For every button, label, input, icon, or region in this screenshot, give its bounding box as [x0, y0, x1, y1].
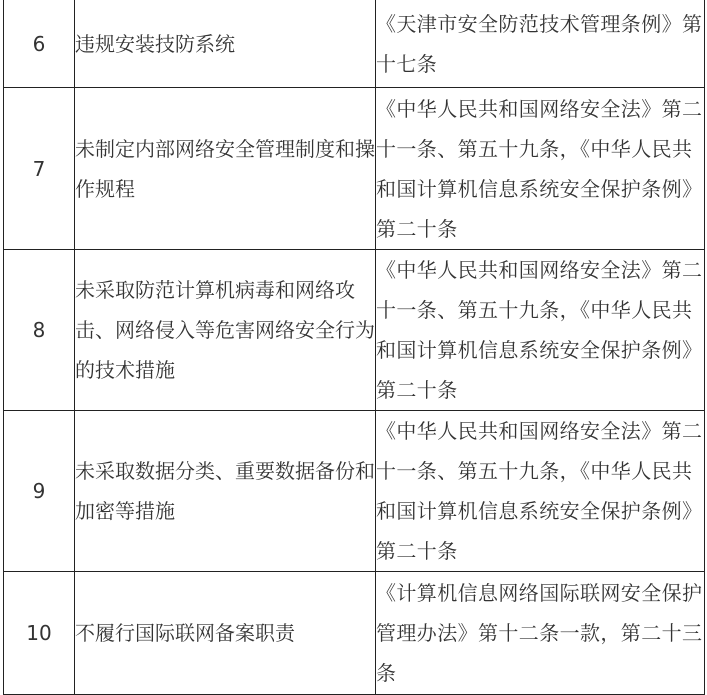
row-number: 10	[4, 572, 75, 695]
legal-basis-text	[376, 411, 705, 572]
regulations-table	[3, 0, 705, 695]
violation-text: 违规安装技防系统	[75, 0, 376, 88]
legal-basis-content: 《中华人民共和国网络安全法》第二十一条、第五十九条，《中华人民共和国计算机信息系统安全保护条例》第二十条	[376, 258, 703, 402]
violation-text: 不履行国际联网备案职责	[75, 572, 376, 695]
row-number: 6	[4, 0, 75, 88]
violation-text: 未制定内部网络安全管理制度和操作规程	[75, 88, 376, 250]
legal-basis-text	[376, 572, 705, 695]
legal-basis-content: 《计算机信息网络国际联网安全保护管理办法》第十二条一款，第二十三条	[376, 581, 703, 685]
table-row	[4, 88, 705, 250]
violation-text: 未采取数据分类、重要数据备份和加密等措施	[75, 411, 376, 572]
table-row	[4, 572, 705, 695]
table-row	[4, 411, 705, 572]
legal-basis-content: 《中华人民共和国网络安全法》第二十一条、第五十九条，《中华人民共和国计算机信息系统安全保护条例》第二十条	[376, 96, 703, 241]
legal-basis-text	[376, 88, 705, 250]
row-number: 8	[4, 250, 75, 411]
legal-basis-content: 《天津市安全防范技术管理条例》第十七条	[376, 11, 703, 76]
table-row	[4, 250, 705, 411]
legal-basis-text	[376, 0, 705, 88]
legal-basis-text	[376, 250, 705, 411]
violation-text: 未采取防范计算机病毒和网络攻击、网络侵入等危害网络安全行为的技术措施	[75, 250, 376, 411]
row-number: 9	[4, 411, 75, 572]
table-row	[4, 0, 705, 88]
row-number: 7	[4, 88, 75, 250]
legal-basis-content: 《中华人民共和国网络安全法》第二十一条、第五十九条，《中华人民共和国计算机信息系统安全保护条例》第二十条	[376, 419, 703, 563]
